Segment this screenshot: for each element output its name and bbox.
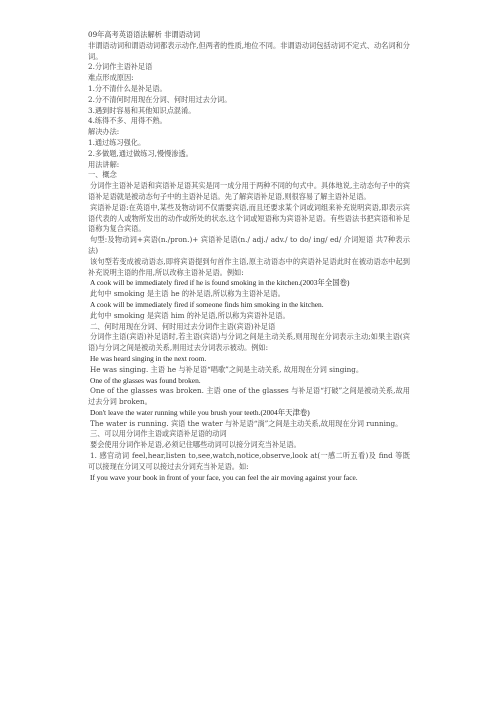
verbs-paragraph: 1. 感官动词 feel,hear,listen to,see,watch,notice,observe,look at(一感二听五看)及 find 等既可以接现在分词又可以接过去分词充当补足语。如: (88, 451, 410, 471)
cause-item: 3.遇到时容易和其他知识点混淆。 (88, 105, 196, 115)
doc-title: 09年高考英语语法解析 非谓语动词 (88, 30, 201, 39)
solution-item: 2.多做题,通过做练习,慢慢渗透。 (88, 148, 193, 158)
example-sentence: Don't leave the water running while you brush your teeth.(2004年天津卷) (90, 407, 310, 417)
example-sentence: One of the glasses was found broken. (90, 375, 201, 385)
cause-item: 1.分不清什么是补足语。 (88, 83, 167, 93)
cause-item: 4.练得不多、用得不熟。 (88, 116, 167, 126)
usage-heading: 用法讲解: (88, 159, 120, 169)
cause-item: 2.分不清何时用现在分词、何时用过去分词。 (88, 94, 232, 104)
example-sentence: A cook will be immediately fired if he is found smoking in the kitchen.(2003年全国卷) (90, 278, 350, 288)
example-explanation: One of the glasses was broken. 主语 one of the glasses 与补足语“打破”之间是被动关系,故用过去分词 broken。 (88, 386, 410, 407)
document-page (88, 30, 410, 483)
example-sentence: A cook will be immediately fired if someone finds him smoking in the kitchen. (90, 299, 324, 309)
example-sentence: He was heard singing in the next room. (90, 353, 207, 363)
example-explanation: He was singing. 主语 he 与补足语“唱歌”之间是主动关系, 故用现在分词 singing。 (90, 364, 364, 374)
concept-paragraph: 分词作主语补足语和宾语补足语其实是同一成分用于两种不同的句式中。具体地说,主动态句子中的宾语补足语就是被动态句子中的主语补足语。先了解宾语补足语,则很容易了解主语补足语。 (88, 181, 410, 201)
example-sentence: If you wave your book in front of your face, you can feel the air moving against your face. (90, 472, 358, 482)
concept-heading: 一、概念 (88, 170, 117, 180)
verbs-paragraph: 要会使用分词作补足语,必须记住哪些动词可以接分词充当补足语。 (90, 440, 301, 450)
section-three-heading: 三、可以用分词作主语或宾语补足语的动词 (90, 429, 227, 439)
solution-heading: 解决办法: (88, 127, 120, 137)
difficulty-heading: 难点形成原因: (88, 73, 134, 83)
passive-paragraph: 该句型若变成被动语态,即将宾语提到句首作主语,原主动语态中的宾语补足语此时在被动语态中起到补充说明主语的作用,所以改称主语补足语。例如: (88, 256, 410, 277)
section-two-heading: 二、何时用现在分词、何时用过去分词作主语(宾语)补足语 (90, 321, 276, 331)
concept-paragraph: 宾语补足语:在英语中,某些及物动词不仅需要宾语,而且还要求某个词或词组来补充说明宾语,即表示宾语代表的人或物所发出的动作或所处的状态,这个词或短语称为宾语补足语。有些语法书把宾语和补足语称为复合宾语。 (88, 202, 410, 234)
rule-paragraph: 分词作主语(宾语)补足语时,若主语(宾语)与分词之间是主动关系,则用现在分词表示主动;如果主语(宾语)与分词之间是被动关系,则用过去分词表示被动。例如: (88, 332, 410, 353)
pattern-paragraph: 句型:及物动词+宾语(n./pron.)+ 宾语补足语(n./ adj./ adv./ to do/ ing/ ed/ 介词短语 共7种表示法) (88, 235, 410, 255)
example-explanation: The water is running. 宾语 the water 与补足语“淌”之间是主动关系,故用现在分词 running。 (90, 418, 403, 428)
example-explanation: 此句中 smoking 是宾语 him 的补足语,所以称为宾语补足语。 (90, 310, 290, 320)
section-heading: 2.分词作主语补足语 (88, 62, 153, 72)
intro-paragraph: 非谓语动词和谓语动词都表示动作,但两者的性质,地位不同。非谓语动词包括动词不定式、动名词和分词。 (88, 40, 410, 61)
solution-item: 1.通过练习强化。 (88, 137, 146, 147)
example-explanation: 此句中 smoking 是主语 he 的补足语,所以称为主语补足语。 (90, 289, 285, 299)
